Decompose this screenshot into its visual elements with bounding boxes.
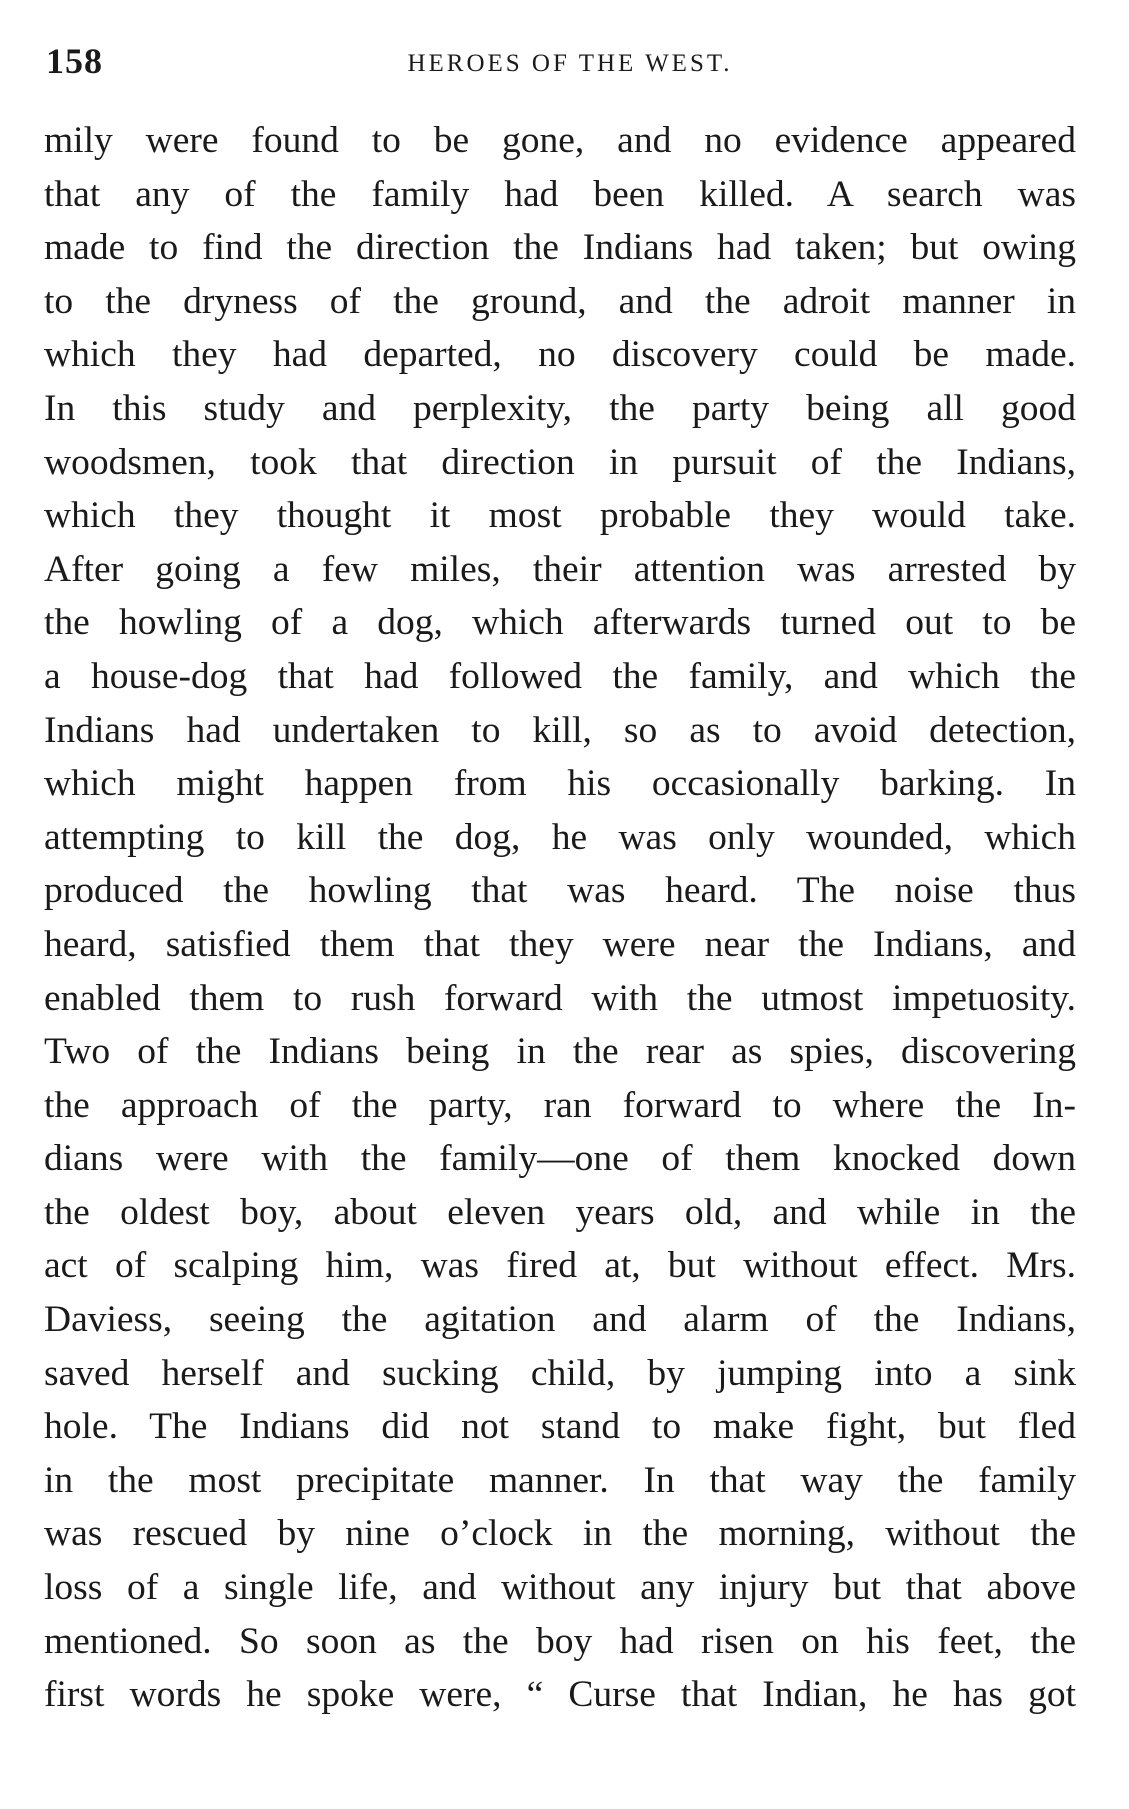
running-head: [44, 40, 1076, 88]
text-line: that any of the family had been killed. A search was: [44, 173, 1076, 215]
text-line: enabled them to rush forward with the utmost impetuosity.: [44, 977, 1076, 1019]
body-text: [44, 114, 1076, 1722]
text-line: Daviess, seeing the agitation and alarm of the Indians,: [44, 1299, 1076, 1341]
text-line: made to find the direction the Indians had taken; but owing: [44, 227, 1076, 269]
text-line: which they had departed, no discovery could be made.: [44, 334, 1076, 376]
text-line: saved herself and sucking child, by jumping into a sink: [44, 1352, 1076, 1394]
text-line: mentioned. So soon as the boy had risen on his feet, the: [44, 1620, 1076, 1662]
text-line: loss of a single life, and without any injury but that above: [44, 1567, 1076, 1609]
text-line: Two of the Indians being in the rear as spies, discovering: [44, 1031, 1076, 1073]
text-line: which they thought it most probable they would take.: [44, 495, 1076, 537]
text-line: a house-dog that had followed the family, and which the: [44, 655, 1076, 697]
text-line: dians were with the family—one of them knocked down: [44, 1138, 1076, 1180]
text-line: attempting to kill the dog, he was only wounded, which: [44, 816, 1076, 858]
page-number: 158: [46, 41, 103, 81]
text-line: mily were found to be gone, and no evidence appeared: [44, 120, 1076, 161]
book-page: [44, 40, 1076, 1722]
text-line: in the most precipitate manner. In that way the family: [44, 1459, 1076, 1501]
text-line: the approach of the party, ran forward to where the In-: [44, 1084, 1076, 1126]
running-title: HEROES OF THE WEST.: [407, 50, 733, 77]
text-line: hole. The Indians did not stand to make fight, but fled: [44, 1406, 1076, 1448]
text-line: In this study and perplexity, the party being all good: [44, 387, 1076, 429]
text-line: woodsmen, took that direction in pursuit of the Indians,: [44, 441, 1076, 483]
text-line: Indians had undertaken to kill, so as to avoid detection,: [44, 709, 1076, 751]
text-line: was rescued by nine o’clock in the morning, without the: [44, 1513, 1076, 1555]
text-line: produced the howling that was heard. The noise thus: [44, 870, 1076, 912]
text-line: act of scalping him, was fired at, but without effect. Mrs.: [44, 1245, 1076, 1287]
text-line: the howling of a dog, which afterwards turned out to be: [44, 602, 1076, 644]
text-line: the oldest boy, about eleven years old, and while in the: [44, 1191, 1076, 1233]
text-line: to the dryness of the ground, and the adroit manner in: [44, 280, 1076, 322]
text-line: which might happen from his occasionally barking. In: [44, 763, 1076, 805]
text-line: After going a few miles, their attention was arrested by: [44, 548, 1076, 590]
text-line: heard, satisfied them that they were near the Indians, and: [44, 923, 1076, 965]
text-line: first words he spoke were, “ Curse that Indian, he has got: [44, 1674, 1076, 1716]
